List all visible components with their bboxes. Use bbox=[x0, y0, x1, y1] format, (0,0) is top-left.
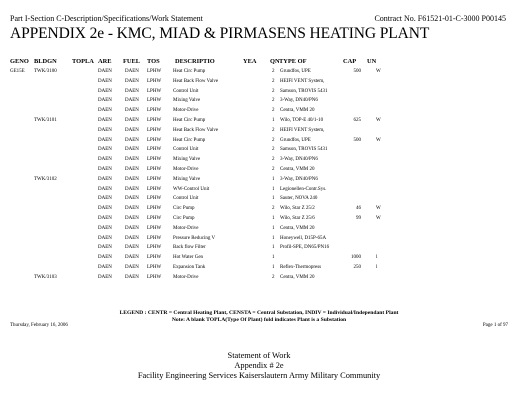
cell-quantity: 2 bbox=[272, 69, 275, 74]
cell-area: DAEN bbox=[98, 166, 112, 172]
cell-area: DAEN bbox=[98, 69, 112, 74]
table-row bbox=[10, 195, 508, 205]
cell-area: DAEN bbox=[98, 88, 112, 94]
cell-quantity: 1 bbox=[272, 215, 275, 221]
cell-quantity: 2 bbox=[272, 206, 275, 212]
cell-tos: LPHW bbox=[147, 274, 162, 280]
cell-tos: LPHW bbox=[147, 225, 162, 231]
col-are: ARE bbox=[98, 58, 112, 65]
col-bldgn: BLDGN bbox=[34, 58, 57, 65]
footer-facility: Facility Engineering Services Kaiserslautern Army Military Community bbox=[137, 371, 381, 380]
cell-geno: GE15E bbox=[10, 69, 25, 74]
cell-quantity: 2 bbox=[272, 108, 275, 114]
cell-fuel: DAEN bbox=[125, 196, 139, 202]
cell-capacity: 250 bbox=[353, 264, 361, 270]
cell-fuel: DAEN bbox=[125, 157, 139, 163]
page-footer bbox=[10, 323, 508, 331]
cell-description: Control Unit bbox=[173, 88, 199, 94]
cell-area: DAEN bbox=[98, 245, 112, 251]
cell-description: Control Unit bbox=[173, 196, 199, 202]
table-header bbox=[10, 58, 508, 68]
cell-quantity: 1 bbox=[272, 245, 275, 251]
cell-description: Circ Pump bbox=[173, 206, 195, 212]
cell-tos: LPHW bbox=[147, 78, 162, 84]
cell-fuel: DAEN bbox=[125, 127, 139, 133]
cell-fuel: DAEN bbox=[125, 186, 139, 192]
table-row bbox=[10, 88, 508, 98]
cell-area: DAEN bbox=[98, 186, 112, 192]
cell-type-of: 3-Way, DN40/PN6 bbox=[280, 157, 318, 163]
cell-tos: LPHW bbox=[147, 98, 162, 104]
cell-tos: LPHW bbox=[147, 88, 162, 94]
cell-area: DAEN bbox=[98, 274, 112, 280]
cell-description: Mixing Valve bbox=[173, 176, 201, 182]
cell-type-of: 3-Way, DN40/PN6 bbox=[280, 176, 318, 182]
cell-capacity: 625 bbox=[353, 117, 361, 123]
cell-unit: W bbox=[376, 206, 381, 212]
table-row bbox=[10, 127, 508, 137]
table-row bbox=[10, 68, 508, 78]
cell-fuel: DAEN bbox=[125, 137, 139, 143]
cell-tos: LPHW bbox=[147, 215, 162, 221]
legend-line: LEGEND : CENTR = Central Heating Plant, CENSTA = Central Substation, INDIV = Individual/Independant Plant bbox=[119, 310, 399, 316]
cell-description: Heat Back Flow Valve bbox=[173, 127, 219, 133]
section-label: Part I-Section C-Description/Specifications/Work Statement bbox=[10, 14, 203, 23]
cell-type-of: Legionellen-Contr.Sys. bbox=[280, 186, 327, 192]
cell-fuel: DAEN bbox=[125, 108, 139, 114]
document-footer bbox=[0, 351, 518, 381]
cell-description: Motor-Drive bbox=[173, 225, 199, 231]
cell-type-of: Centra, VMM 20 bbox=[280, 108, 315, 114]
legend-note: Note: A blank TOPLA(Type Of Plant) fold indicates Plant is a Substation bbox=[171, 316, 347, 323]
col-qn: QN bbox=[270, 58, 280, 65]
cell-tos: LPHW bbox=[147, 69, 162, 74]
cell-description: Circ Pump bbox=[173, 215, 195, 221]
cell-type-of: Centra, VMM 20 bbox=[280, 225, 315, 231]
cell-capacity: 46 bbox=[356, 206, 361, 212]
cell-quantity: 1 bbox=[272, 196, 275, 202]
table-row bbox=[10, 137, 508, 147]
cell-tos: LPHW bbox=[147, 157, 162, 163]
cell-unit: l bbox=[376, 255, 378, 261]
cell-type-of: Samson, TROVIS 5431 bbox=[280, 147, 328, 153]
cell-description: Heat Back Flow Valve bbox=[173, 78, 219, 84]
cell-capacity: 500 bbox=[353, 69, 361, 74]
cell-quantity: 2 bbox=[272, 274, 275, 280]
cell-quantity: 2 bbox=[272, 127, 275, 133]
col-cap: CAP bbox=[343, 58, 357, 65]
col-un: UN bbox=[367, 58, 377, 65]
cell-description: Expansion Tank bbox=[173, 264, 206, 270]
cell-quantity: 1 bbox=[272, 235, 275, 241]
cell-fuel: DAEN bbox=[125, 166, 139, 172]
cell-type-of: 3-Way, DN40/PN6 bbox=[280, 98, 318, 104]
table-row bbox=[10, 225, 508, 235]
cell-type-of: Wilo, Star Z 25/6 bbox=[280, 215, 315, 221]
cell-type-of: Reflex-Thermopress bbox=[280, 264, 322, 270]
cell-type-of: HEIFI VENT System, bbox=[280, 78, 325, 84]
cell-fuel: DAEN bbox=[125, 69, 139, 74]
cell-description: Heat Circ Pump bbox=[173, 117, 206, 123]
cell-quantity: 1 bbox=[272, 255, 275, 261]
cell-tos: LPHW bbox=[147, 245, 162, 251]
cell-building: TWK/3103 bbox=[34, 274, 57, 280]
cell-tos: LPHW bbox=[147, 117, 162, 123]
cell-description: Heat Circ Pump bbox=[173, 137, 206, 143]
cell-tos: LPHW bbox=[147, 137, 162, 143]
cell-building: TWK/3100 bbox=[34, 69, 57, 74]
cell-area: DAEN bbox=[98, 147, 112, 153]
cell-description: Motor-Drive bbox=[173, 166, 199, 172]
cell-tos: LPHW bbox=[147, 206, 162, 212]
cell-quantity: 2 bbox=[272, 88, 275, 94]
table-row bbox=[10, 205, 508, 215]
cell-tos: LPHW bbox=[147, 127, 162, 133]
cell-area: DAEN bbox=[98, 137, 112, 143]
page-number: Page 1 of 97 bbox=[482, 323, 508, 328]
cell-fuel: DAEN bbox=[125, 117, 139, 123]
cell-capacity: 99 bbox=[356, 215, 361, 221]
cell-type-of: Wilo, TOP-E 40/1-10 bbox=[280, 117, 324, 123]
col-type-of: TYPE OF bbox=[279, 58, 307, 65]
cell-tos: LPHW bbox=[147, 176, 162, 182]
cell-fuel: DAEN bbox=[125, 264, 139, 270]
cell-area: DAEN bbox=[98, 98, 112, 104]
col-geno: GENO bbox=[10, 58, 29, 65]
cell-description: Mixing Valve bbox=[173, 98, 201, 104]
cell-fuel: DAEN bbox=[125, 245, 139, 251]
cell-fuel: DAEN bbox=[125, 147, 139, 153]
cell-type-of: Wilo, Star Z 25/2 bbox=[280, 206, 315, 212]
cell-type-of: Samson, TROVIS 5431 bbox=[280, 88, 328, 94]
cell-fuel: DAEN bbox=[125, 274, 139, 280]
cell-unit: W bbox=[376, 117, 381, 123]
table-row bbox=[10, 117, 508, 127]
equipment-table bbox=[10, 68, 508, 284]
cell-tos: LPHW bbox=[147, 264, 162, 270]
cell-tos: LPHW bbox=[147, 235, 162, 241]
print-date: Thursday, February 16, 2006 bbox=[10, 323, 68, 328]
cell-description: Mixing Valve bbox=[173, 157, 201, 163]
legend bbox=[0, 310, 518, 324]
cell-unit: W bbox=[376, 215, 381, 221]
cell-quantity: 1 bbox=[272, 176, 275, 182]
cell-type-of: Profil-SPE, DN65/PN16 bbox=[280, 245, 330, 251]
cell-quantity: 1 bbox=[272, 117, 275, 123]
contract-number: Contract No. F61521-01-C-3000 P00145 bbox=[374, 14, 506, 23]
cell-description: Motor-Drive bbox=[173, 274, 199, 280]
cell-description: Back flow Filter bbox=[173, 245, 206, 251]
cell-fuel: DAEN bbox=[125, 78, 139, 84]
table-row bbox=[10, 107, 508, 117]
cell-type-of: Centra, VMM 20 bbox=[280, 274, 315, 280]
cell-description: Pressure Reducing V bbox=[173, 235, 216, 241]
table-row bbox=[10, 146, 508, 156]
cell-type-of: Grundfos, UPE bbox=[280, 137, 311, 143]
cell-quantity: 2 bbox=[272, 147, 275, 153]
cell-fuel: DAEN bbox=[125, 215, 139, 221]
cell-tos: LPHW bbox=[147, 147, 162, 153]
cell-quantity: 2 bbox=[272, 98, 275, 104]
table-row bbox=[10, 235, 508, 245]
cell-description: Control Unit bbox=[173, 147, 199, 153]
table-row bbox=[10, 156, 508, 166]
table-row bbox=[10, 78, 508, 88]
cell-area: DAEN bbox=[98, 235, 112, 241]
cell-area: DAEN bbox=[98, 127, 112, 133]
cell-fuel: DAEN bbox=[125, 206, 139, 212]
cell-type-of: Grundfos, UPE bbox=[280, 69, 311, 74]
cell-area: DAEN bbox=[98, 108, 112, 114]
cell-area: DAEN bbox=[98, 176, 112, 182]
cell-area: DAEN bbox=[98, 78, 112, 84]
cell-tos: LPHW bbox=[147, 255, 162, 261]
cell-area: DAEN bbox=[98, 215, 112, 221]
cell-tos: LPHW bbox=[147, 108, 162, 114]
col-yea: YEA bbox=[243, 58, 257, 65]
col-topla: TOPLA bbox=[72, 58, 94, 65]
cell-tos: LPHW bbox=[147, 186, 162, 192]
cell-tos: LPHW bbox=[147, 166, 162, 172]
cell-description: WW-Control Unit bbox=[173, 186, 210, 192]
cell-quantity: 2 bbox=[272, 166, 275, 172]
table-row bbox=[10, 215, 508, 225]
cell-capacity: 500 bbox=[353, 137, 361, 143]
col-fuel: FUEL bbox=[123, 58, 141, 65]
cell-area: DAEN bbox=[98, 206, 112, 212]
page-title: APPENDIX 2e - KMC, MIAD & PIRMASENS HEATING PLANT bbox=[10, 25, 430, 42]
cell-unit: l bbox=[376, 264, 378, 270]
footer-appendix: Appendix # 2e bbox=[234, 361, 284, 370]
cell-tos: LPHW bbox=[147, 196, 162, 202]
cell-building: TWK/3102 bbox=[34, 176, 57, 182]
footer-statement: Statement of Work bbox=[227, 351, 291, 360]
col-descriptio: DESCRIPTIO bbox=[175, 58, 215, 65]
cell-area: DAEN bbox=[98, 117, 112, 123]
cell-type-of: HEIFI VENT System, bbox=[280, 127, 325, 133]
table-row bbox=[10, 176, 508, 186]
table-row bbox=[10, 97, 508, 107]
cell-area: DAEN bbox=[98, 196, 112, 202]
cell-quantity: 1 bbox=[272, 225, 275, 231]
col-tos: TOS bbox=[147, 58, 160, 65]
cell-unit: W bbox=[376, 137, 381, 143]
cell-type-of: Sauter, NOVA 240 bbox=[280, 196, 318, 202]
cell-fuel: DAEN bbox=[125, 176, 139, 182]
cell-fuel: DAEN bbox=[125, 255, 139, 261]
cell-description: Heat Circ Pump bbox=[173, 69, 206, 74]
cell-area: DAEN bbox=[98, 255, 112, 261]
cell-building: TWK/3101 bbox=[34, 117, 57, 123]
table-row bbox=[10, 244, 508, 254]
cell-description: Hot Water Gen bbox=[173, 255, 204, 261]
cell-type-of: Honeywell, D15P-65A bbox=[280, 235, 327, 241]
table-row bbox=[10, 274, 508, 284]
cell-description: Motor-Drive bbox=[173, 108, 199, 114]
cell-unit: W bbox=[376, 69, 381, 74]
cell-quantity: 2 bbox=[272, 137, 275, 143]
cell-capacity: 1000 bbox=[351, 255, 361, 261]
cell-quantity: 2 bbox=[272, 157, 275, 163]
cell-quantity: 2 bbox=[272, 78, 275, 84]
cell-quantity: 1 bbox=[272, 264, 275, 270]
cell-area: DAEN bbox=[98, 264, 112, 270]
cell-fuel: DAEN bbox=[125, 88, 139, 94]
table-row bbox=[10, 186, 508, 196]
table-row bbox=[10, 264, 508, 274]
cell-quantity: 1 bbox=[272, 186, 275, 192]
cell-fuel: DAEN bbox=[125, 235, 139, 241]
cell-fuel: DAEN bbox=[125, 225, 139, 231]
cell-area: DAEN bbox=[98, 157, 112, 163]
cell-area: DAEN bbox=[98, 225, 112, 231]
cell-fuel: DAEN bbox=[125, 98, 139, 104]
cell-type-of: Centra, VMM 20 bbox=[280, 166, 315, 172]
table-row bbox=[10, 166, 508, 176]
table-row bbox=[10, 254, 508, 264]
